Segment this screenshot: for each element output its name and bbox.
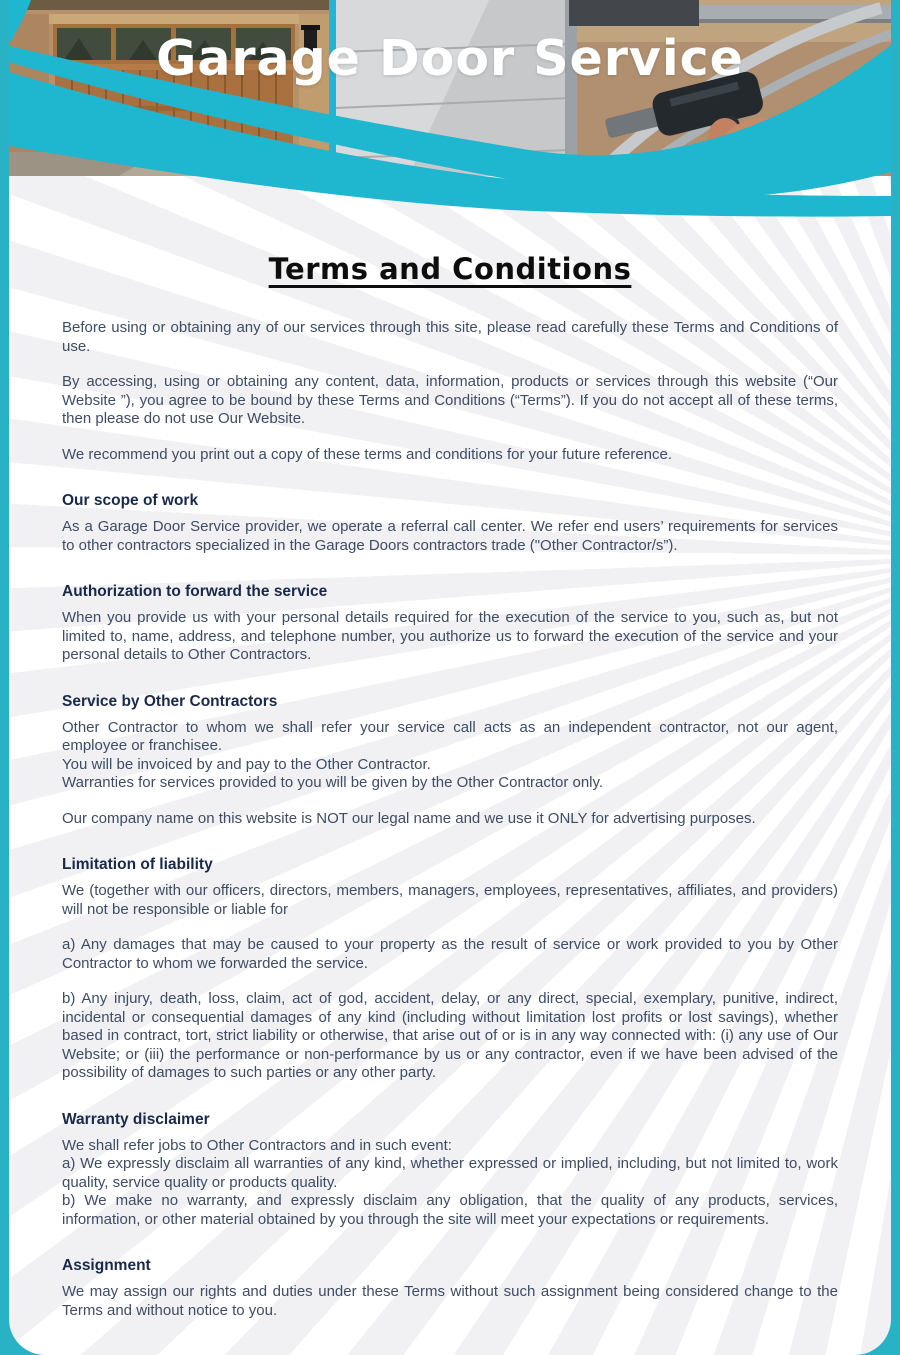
page-title: Terms and Conditions (268, 252, 632, 286)
terms-paragraph: As a Garage Door Service provider, we operate a referral call center. We refer end users’ requirements for services to other contractors specialized in the Garage Doors contractors trade ("Other Contractor/s”). (62, 518, 838, 554)
terms-paragraph: When you provide us with your personal details required for the execution of the service to you, such as, but not limited to, name, address, and telephone number, you authorize us to forward the execution of the service and your personal details to Other Contractors. (62, 609, 838, 663)
terms-content (9, 252, 891, 1320)
page-header (9, 0, 891, 232)
section-heading: Service by Other Contractors (62, 692, 278, 710)
terms-section (62, 856, 838, 1083)
section-heading: Limitation of liability (62, 856, 213, 873)
terms-paragraph: We may assign our rights and duties under these Terms without such assignment being considered change to the Terms and without notice to you. (62, 1283, 838, 1319)
intro-paragraph: We recommend you print out a copy of these terms and conditions for your future reference. (62, 445, 673, 463)
terms-section (62, 1257, 838, 1320)
intro-paragraph: By accessing, using or obtaining any content, data, information, products or services through this website (“Our Website ”), you agree to be bound by these Terms and Conditions (“Terms”). If you do not accept all of these terms, then please do not use Our Website. (62, 373, 838, 427)
section-heading: Assignment (62, 1257, 151, 1274)
terms-paragraph: Our company name on this website is NOT our legal name and we use it ONLY for advertising purposes. (62, 809, 756, 827)
terms-sections (62, 492, 838, 1320)
terms-paragraph: a) Any damages that may be caused to your property as the result of service or work provided to you by Other Contractor to whom we forwarded the service. (62, 936, 838, 972)
intro-paragraph: Before using or obtaining any of our services through this site, please read carefully these Terms and Conditions of use. (62, 319, 838, 355)
content-card (9, 0, 891, 1355)
terms-section (62, 583, 838, 665)
terms-section (62, 492, 838, 555)
terms-section (62, 1111, 838, 1230)
section-heading: Authorization to forward the service (62, 583, 328, 600)
site-title: Garage Door Service (156, 30, 744, 87)
section-heading: Our scope of work (62, 492, 199, 509)
photo-divider (329, 0, 336, 176)
section-heading: Warranty disclaimer (62, 1110, 210, 1128)
terms-paragraph: b) Any injury, death, loss, claim, act of god, accident, delay, or any direct, special, exemplary, punitive, indirect, incidental or consequential damages of any kind (including without limitation lost profits or lost savings), whether based in contract, tort, strict liability or otherwise, that arise out of or is in any way connected with: (i) any use of Our Website; or (iii) the performance or non-performance by us or any contractor, even if we have been advised of the possibility of damages to such parties or any other party. (62, 990, 838, 1081)
terms-paragraph: We shall refer jobs to Other Contractors and in such event: a) We expressly disclaim all warranties of any kind, whether expressed or implied, including, but not limited to, work quality, service quality or products quality. b) We make no warranty, and expressly disclaim any obligation, that the quality of any products, services, information, or other material obtained by you through the site will meet your expectations or requirements. (62, 1136, 838, 1228)
terms-paragraph: We (together with our officers, directors, members, managers, employees, representatives, affiliates, and providers) will not be responsible or liable for (62, 882, 838, 918)
terms-paragraph: Other Contractor to whom we shall refer your service call acts as an independent contractor, not our agent, employee or franchisee. You will be invoiced by and pay to the Other Contractor. Warranties for services provided to you will be given by the Other Contractor only. (62, 718, 838, 791)
terms-section (62, 693, 838, 829)
